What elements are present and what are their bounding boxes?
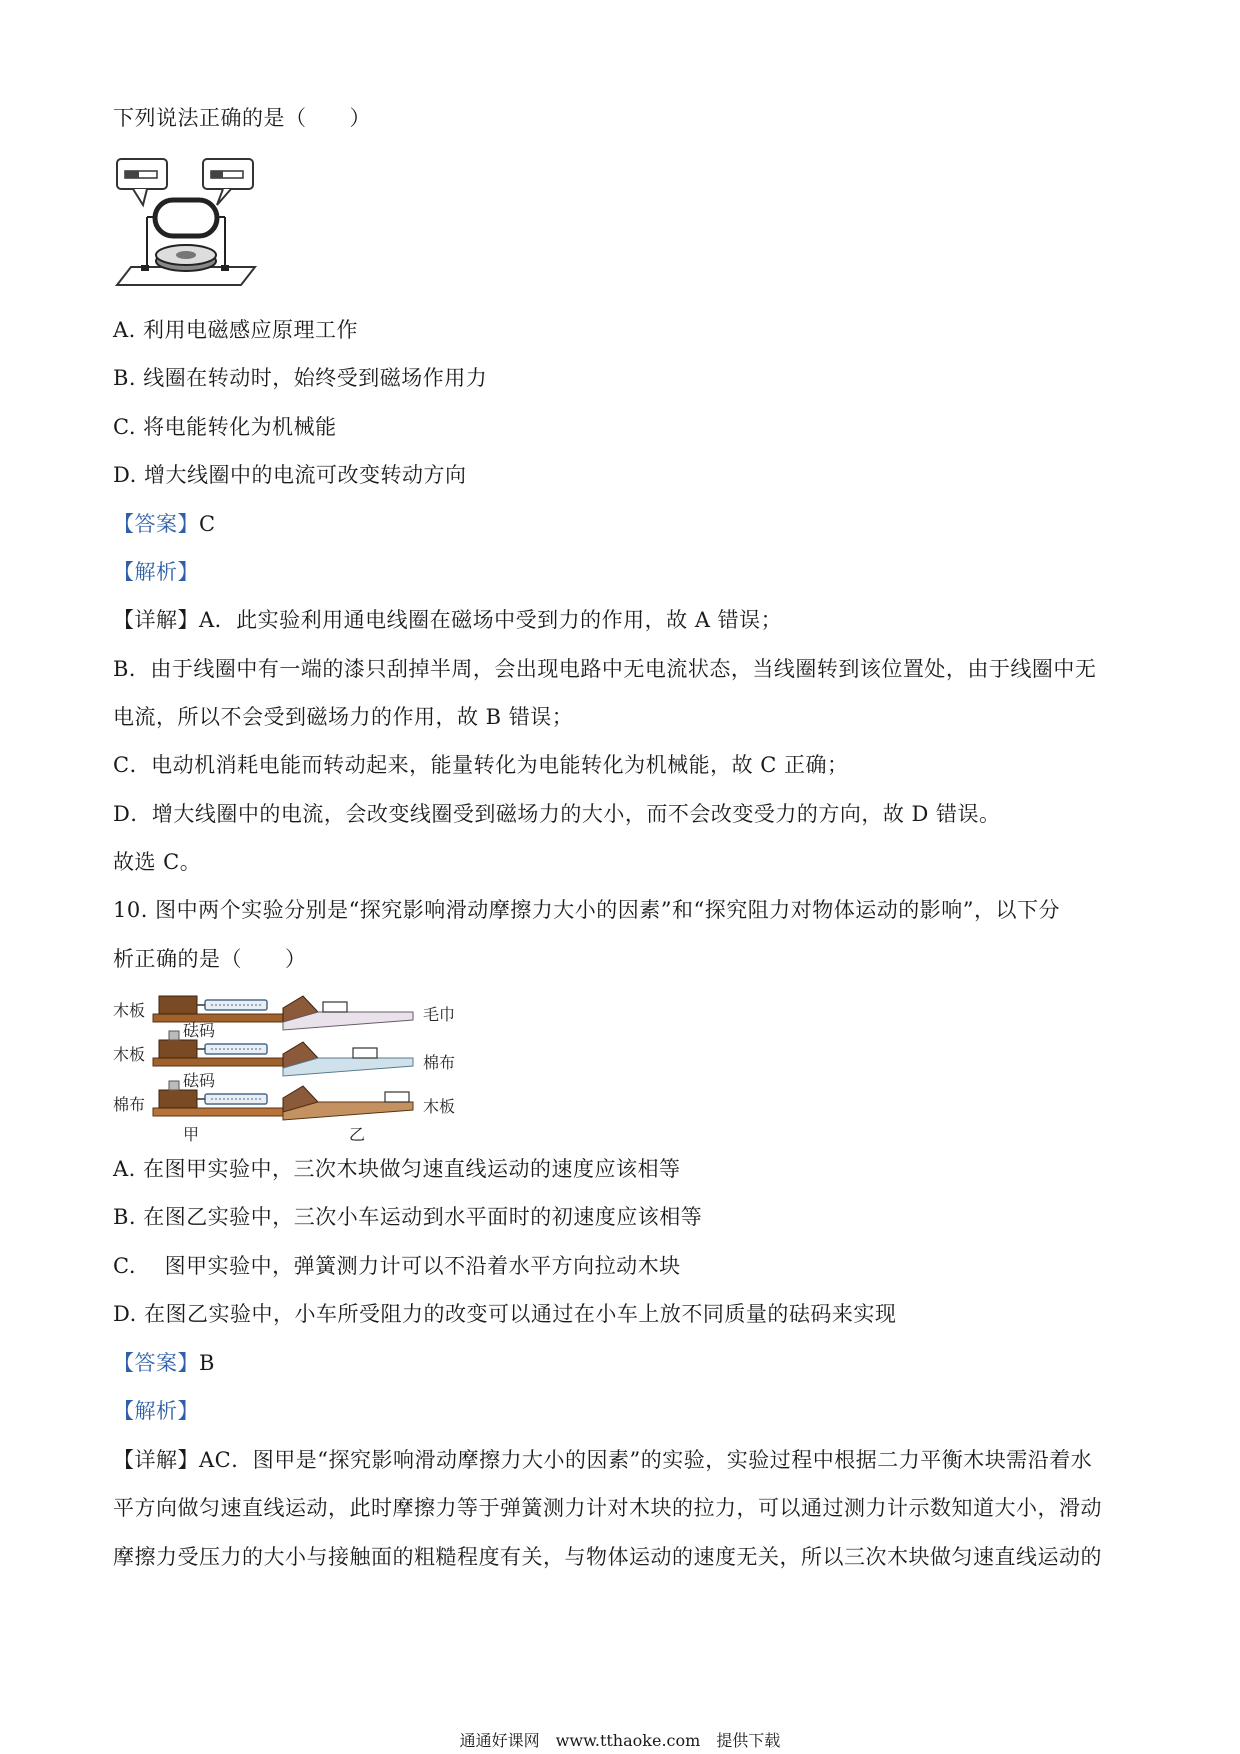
q9-detail-line-1 <box>113 605 782 635</box>
right-row-2 <box>283 1042 413 1076</box>
q9-detail-line-2: B．由于线圈中有一端的漆只刮掉半周，会出现电路中无电流状态，当线圈转到该位置处，由于线圈中无 <box>113 657 1097 681</box>
q10-answer <box>113 1348 215 1378</box>
left-row-3 <box>153 1081 303 1116</box>
q9-conclusion: 故选 C。 <box>113 850 202 874</box>
q9-detail-line-3: 电流，所以不会受到磁场力的作用，故 B 错误； <box>113 705 574 729</box>
right-row-1 <box>283 996 413 1030</box>
left-row-2 <box>153 1031 303 1066</box>
q10-detail-line-1 <box>113 1445 1092 1475</box>
detail-tag: 【详解】 <box>113 1448 199 1472</box>
detail-text: AC．图甲是“探究影响滑动摩擦力大小的因素”的实验，实验过程中根据二力平衡木块需沿着水 <box>199 1448 1093 1472</box>
left-surface-1: 木板 <box>113 1001 146 1020</box>
q9-analysis-tag: 【解析】 <box>113 560 199 584</box>
weight-label-1: 砝码 <box>183 1021 216 1040</box>
right-surface-2: 棉布 <box>423 1053 456 1072</box>
detail-text: A．此实验利用通电线圈在磁场中受到力的作用，故 A 错误； <box>199 608 783 632</box>
caption-left: 甲 <box>183 1125 200 1144</box>
answer-tag: 【答案】 <box>113 1351 199 1375</box>
left-surface-2: 木板 <box>113 1045 146 1064</box>
q9-answer <box>113 509 216 539</box>
q9-detail-line-4: C．电动机消耗电能而转动起来，能量转化为电能转化为机械能，故 C 正确； <box>113 753 849 777</box>
friction-figure <box>113 990 473 1150</box>
q10-stem-line-1: 10. 图中两个实验分别是“探究影响滑动摩擦力大小的因素”和“探究阻力对物体运动的影响”，以下分 <box>113 898 1061 922</box>
answer-value: B <box>199 1351 215 1375</box>
q9-option-b: B. 线圈在转动时，始终受到磁场作用力 <box>113 366 488 390</box>
detail-tag: 【详解】 <box>113 608 199 632</box>
right-row-3 <box>283 1086 413 1120</box>
weight-label-2: 砝码 <box>183 1071 216 1090</box>
right-surface-3: 木板 <box>423 1097 456 1116</box>
q9-option-c: C. 将电能转化为机械能 <box>113 415 337 439</box>
caption-right: 乙 <box>349 1125 366 1144</box>
q10-stem-line-2: 析正确的是（ ） <box>113 947 307 971</box>
q10-option-c: C. 图甲实验中，弹簧测力计可以不沿着水平方向拉动木块 <box>113 1254 681 1278</box>
q9-option-d: D. 增大线圈中的电流可改变转动方向 <box>113 463 467 487</box>
answer-value: C <box>199 512 216 536</box>
answer-tag: 【答案】 <box>113 512 199 536</box>
right-surface-1: 毛巾 <box>423 1005 456 1024</box>
q10-option-a: A. 在图甲实验中，三次木块做匀速直线运动的速度应该相等 <box>113 1157 681 1181</box>
left-surface-3: 棉布 <box>113 1095 146 1114</box>
q10-detail-line-2: 平方向做匀速直线运动，此时摩擦力等于弹簧测力计对木块的拉力，可以通过测力计示数知道大小，滑动 <box>113 1496 1102 1520</box>
left-row-1 <box>153 996 303 1022</box>
q10-detail-line-3: 摩擦力受压力的大小与接触面的粗糙程度有关，与物体运动的速度无关，所以三次木块做匀速直线运动的 <box>113 1545 1102 1569</box>
q10-option-b: B. 在图乙实验中，三次小车运动到水平面时的初速度应该相等 <box>113 1205 703 1229</box>
q9-option-a: A. 利用电磁感应原理工作 <box>113 318 359 342</box>
q10-option-d: D. 在图乙实验中，小车所受阻力的改变可以通过在小车上放不同质量的砝码来实现 <box>113 1302 897 1326</box>
motor-figure <box>113 155 263 290</box>
q9-detail-line-5: D．增大线圈中的电流，会改变线圈受到磁场力的大小，而不会改变受力的方向，故 D 错误。 <box>113 802 1001 826</box>
q9-stem-tail: 下列说法正确的是（ ） <box>113 106 371 130</box>
page-footer: 通通好课网 www.tthaoke.com 提供下载 <box>459 1731 781 1750</box>
q10-analysis-tag: 【解析】 <box>113 1399 199 1423</box>
